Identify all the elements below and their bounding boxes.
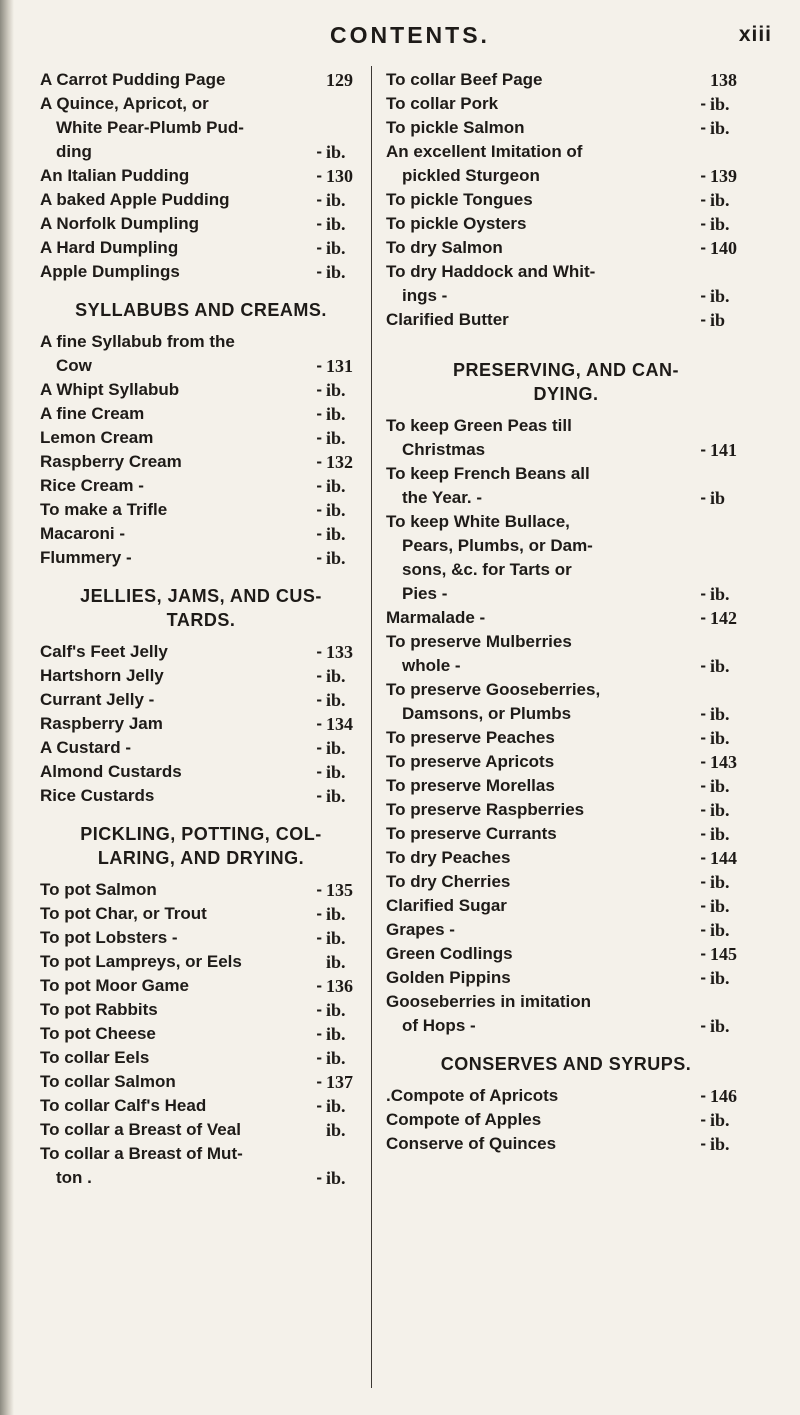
toc-entry bbox=[386, 798, 746, 822]
toc-entry bbox=[40, 1094, 362, 1118]
entry-page-ref: 145 bbox=[710, 944, 737, 964]
toc-entry bbox=[386, 942, 746, 966]
entry-text: To preserve Raspberries bbox=[386, 800, 585, 819]
leader-dash: - bbox=[700, 656, 706, 675]
leader-dash: - bbox=[316, 714, 322, 733]
leader-dash: - bbox=[316, 238, 322, 257]
entry-page-ref: ib. bbox=[710, 584, 730, 604]
toc-entry bbox=[40, 212, 362, 236]
entry-page-ref: 140 bbox=[710, 238, 737, 258]
entry-text: pickled Sturgeon bbox=[402, 166, 540, 185]
entry-text: To dry Peaches bbox=[386, 848, 511, 867]
entry-text: To preserve Peaches bbox=[386, 728, 555, 747]
leader-dash: - bbox=[700, 1086, 706, 1105]
toc-entry bbox=[40, 426, 362, 450]
entry-text: To keep French Beans all bbox=[386, 464, 590, 483]
entry-text: A Norfolk Dumpling bbox=[40, 214, 199, 233]
leader-dash: - bbox=[700, 310, 706, 329]
entry-page-ref: 133 bbox=[326, 642, 353, 662]
entry-page-ref: 142 bbox=[710, 608, 737, 628]
entry-page-ref: ib. bbox=[326, 262, 346, 282]
toc-entry bbox=[40, 164, 362, 188]
toc-entry bbox=[386, 1084, 746, 1108]
entry-page-ref: 135 bbox=[326, 880, 353, 900]
entry-page-ref: ib. bbox=[710, 94, 730, 114]
entry-text: Compote of Apples bbox=[386, 1110, 542, 1129]
entry-text: Apple Dumplings bbox=[40, 262, 180, 281]
entry-page-ref: ib. bbox=[710, 896, 730, 916]
toc-entry bbox=[386, 678, 746, 726]
left-group-1 bbox=[40, 68, 362, 284]
entry-page-ref: ib. bbox=[326, 786, 346, 806]
toc-entry bbox=[386, 606, 746, 630]
entry-page-ref: ib. bbox=[326, 428, 346, 448]
entry-page-ref: ib. bbox=[326, 762, 346, 782]
entry-text: An excellent Imitation of bbox=[386, 142, 583, 161]
leader-dash: - bbox=[700, 848, 706, 867]
section-heading-pickling bbox=[40, 822, 362, 870]
entry-text: Rice Custards bbox=[40, 786, 155, 805]
leader-dash: - bbox=[700, 94, 706, 113]
entry-text: Rice Cream - bbox=[40, 476, 144, 495]
toc-entry bbox=[40, 998, 362, 1022]
leader-dash: - bbox=[700, 1016, 706, 1035]
entry-text: To dry Cherries bbox=[386, 872, 511, 891]
section-heading-preserving bbox=[386, 358, 746, 406]
entry-text: An Italian Pudding bbox=[40, 166, 190, 185]
toc-entry bbox=[386, 870, 746, 894]
entry-page-ref: 134 bbox=[326, 714, 353, 734]
toc-entry bbox=[40, 474, 362, 498]
toc-entry bbox=[40, 784, 362, 808]
entry-page-ref: ib. bbox=[326, 380, 346, 400]
entry-page-ref: ib. bbox=[710, 118, 730, 138]
toc-entry bbox=[386, 140, 746, 188]
entry-page-ref: 132 bbox=[326, 452, 353, 472]
entry-text: Golden Pippins bbox=[386, 968, 511, 987]
toc-entry bbox=[40, 522, 362, 546]
entry-text: Green Codlings bbox=[386, 944, 513, 963]
right-column bbox=[386, 68, 746, 1156]
entry-text: To collar a Breast of Veal bbox=[40, 1120, 241, 1139]
entry-page-ref: ib. bbox=[326, 142, 346, 162]
entry-text: A Hard Dumpling bbox=[40, 238, 179, 257]
entry-page-ref: ib. bbox=[326, 738, 346, 758]
entry-page-ref: ib. bbox=[710, 968, 730, 988]
toc-entry bbox=[40, 1118, 362, 1142]
entry-page-ref: 144 bbox=[710, 848, 737, 868]
toc-entry bbox=[40, 1022, 362, 1046]
entry-text: ding bbox=[56, 142, 92, 161]
leader-dash: - bbox=[700, 440, 706, 459]
entry-page-ref: ib. bbox=[326, 1048, 346, 1068]
entry-text: To pot Rabbits bbox=[40, 1000, 158, 1019]
entry-page-ref: ib. bbox=[326, 1000, 346, 1020]
toc-entry bbox=[386, 414, 746, 462]
entry-page-ref: ib. bbox=[710, 872, 730, 892]
leader-dash: - bbox=[700, 872, 706, 891]
leader-dash: - bbox=[700, 1134, 706, 1153]
left-group-2 bbox=[40, 330, 362, 570]
entry-page-ref: ib. bbox=[326, 1024, 346, 1044]
left-column bbox=[40, 68, 362, 1190]
leader-dash: - bbox=[700, 800, 706, 819]
entry-page-ref: ib. bbox=[710, 1016, 730, 1036]
toc-entry bbox=[40, 1070, 362, 1094]
right-group-1 bbox=[386, 68, 746, 332]
toc-entry bbox=[40, 878, 362, 902]
entry-page-ref: ib. bbox=[710, 1110, 730, 1130]
entry-page-ref: 146 bbox=[710, 1086, 737, 1106]
toc-entry bbox=[386, 1132, 746, 1156]
toc-entry bbox=[40, 926, 362, 950]
leader-dash: - bbox=[316, 1096, 322, 1115]
entry-text: To pot Lampreys, or Eels bbox=[40, 952, 242, 971]
leader-dash: - bbox=[316, 1072, 322, 1091]
entry-text: To keep Green Peas till bbox=[386, 416, 572, 435]
section-heading-syllabubs bbox=[40, 298, 362, 322]
toc-entry bbox=[40, 664, 362, 688]
entry-page-ref: ib. bbox=[326, 1096, 346, 1116]
leader-dash: - bbox=[700, 584, 706, 603]
toc-entry bbox=[40, 950, 362, 974]
leader-dash: - bbox=[700, 824, 706, 843]
entry-page-ref: ib. bbox=[326, 666, 346, 686]
entry-page-ref: 136 bbox=[326, 976, 353, 996]
leader-dash: - bbox=[316, 880, 322, 899]
toc-entry bbox=[40, 640, 362, 664]
entry-text: To keep White Bullace, bbox=[386, 512, 570, 531]
entry-text: Raspberry Cream bbox=[40, 452, 182, 471]
entry-text: To pickle Tongues bbox=[386, 190, 533, 209]
leader-dash: - bbox=[700, 728, 706, 747]
entry-page-ref: ib. bbox=[326, 238, 346, 258]
entry-text: To pickle Salmon bbox=[386, 118, 525, 137]
entry-page-ref: ib. bbox=[326, 190, 346, 210]
entry-page-ref: 138 bbox=[710, 70, 737, 90]
section-heading-line: JELLIES, JAMS, AND CUS- bbox=[80, 586, 322, 606]
entry-text: the Year. - bbox=[402, 488, 483, 507]
entry-page-ref: ib. bbox=[710, 1134, 730, 1154]
entry-page-ref: ib. bbox=[326, 952, 346, 972]
toc-entry bbox=[40, 974, 362, 998]
leader-dash: - bbox=[700, 118, 706, 137]
entry-text: ings - bbox=[402, 286, 448, 305]
toc-entry bbox=[386, 260, 746, 308]
entry-text: To preserve Morellas bbox=[386, 776, 555, 795]
page-header bbox=[30, 22, 790, 56]
entry-text: Currant Jelly - bbox=[40, 690, 155, 709]
entry-text: White Pear-Plumb Pud- bbox=[56, 118, 244, 137]
entry-page-ref: ib. bbox=[326, 214, 346, 234]
entry-text: To make a Trifle bbox=[40, 500, 168, 519]
entry-page-ref: ib bbox=[710, 310, 726, 330]
entry-text: Macaroni - bbox=[40, 524, 126, 543]
leader-dash: - bbox=[700, 920, 706, 939]
leader-dash: - bbox=[316, 404, 322, 423]
entry-text: Cow bbox=[56, 356, 92, 375]
entry-text: To pot Moor Game bbox=[40, 976, 189, 995]
entry-page-ref: ib. bbox=[326, 500, 346, 520]
leader-dash: - bbox=[700, 488, 706, 507]
entry-page-ref: 130 bbox=[326, 166, 353, 186]
left-group-3 bbox=[40, 640, 362, 808]
toc-entry bbox=[40, 188, 362, 212]
entry-page-ref: ib. bbox=[326, 904, 346, 924]
entry-text: To preserve Apricots bbox=[386, 752, 555, 771]
leader-dash: - bbox=[316, 142, 322, 161]
leader-dash: - bbox=[316, 690, 322, 709]
entry-page-ref: ib. bbox=[326, 548, 346, 568]
leader-dash: - bbox=[316, 1024, 322, 1043]
toc-entry bbox=[40, 712, 362, 736]
toc-entry bbox=[386, 236, 746, 260]
leader-dash: - bbox=[316, 524, 322, 543]
toc-entry bbox=[386, 212, 746, 236]
toc-entry bbox=[40, 546, 362, 570]
right-group-3 bbox=[386, 1084, 746, 1156]
page-number: xiii bbox=[738, 23, 772, 46]
leader-dash: - bbox=[316, 380, 322, 399]
entry-text: To preserve Mulberries bbox=[386, 632, 572, 651]
toc-entry bbox=[386, 308, 746, 332]
toc-entry bbox=[40, 736, 362, 760]
entry-text: of Hops - bbox=[402, 1016, 476, 1035]
entry-page-ref: 139 bbox=[710, 166, 737, 186]
entry-text: To dry Haddock and Whit- bbox=[386, 262, 596, 281]
toc-entry bbox=[386, 750, 746, 774]
entry-page-ref: ib. bbox=[710, 214, 730, 234]
entry-page-ref: ib. bbox=[710, 800, 730, 820]
section-heading-jellies bbox=[40, 584, 362, 632]
entry-page-ref: ib. bbox=[326, 690, 346, 710]
entry-page-ref: ib. bbox=[326, 404, 346, 424]
leader-dash: - bbox=[316, 786, 322, 805]
entry-text: To collar Beef Page bbox=[386, 70, 543, 89]
entry-page-ref: ib. bbox=[326, 524, 346, 544]
toc-entry bbox=[386, 894, 746, 918]
entry-text: Marmalade - bbox=[386, 608, 486, 627]
section-heading-line: TARDS. bbox=[166, 610, 236, 630]
entry-text: A fine Syllabub from the bbox=[40, 332, 235, 351]
toc-entry bbox=[386, 990, 746, 1038]
entry-text: Damsons, or Plumbs bbox=[402, 704, 572, 723]
section-heading-line: LARING, AND DRYING. bbox=[97, 848, 305, 868]
entry-page-ref: ib. bbox=[326, 1120, 346, 1140]
leader-dash: - bbox=[316, 166, 322, 185]
toc-entry bbox=[40, 378, 362, 402]
entry-text: To dry Salmon bbox=[386, 238, 503, 257]
entry-page-ref: 129 bbox=[326, 70, 353, 90]
entry-page-ref: ib. bbox=[710, 824, 730, 844]
entry-text: A Whipt Syllabub bbox=[40, 380, 180, 399]
leader-dash: - bbox=[316, 976, 322, 995]
entry-text: Grapes - bbox=[386, 920, 455, 939]
leader-dash: - bbox=[700, 752, 706, 771]
toc-entry bbox=[386, 116, 746, 140]
entry-page-ref: ib. bbox=[710, 656, 730, 676]
right-group-2 bbox=[386, 414, 746, 1038]
entry-text: A fine Cream bbox=[40, 404, 145, 423]
entry-page-ref: ib. bbox=[710, 190, 730, 210]
entry-text: sons, &c. for Tarts or bbox=[402, 560, 572, 579]
toc-entry bbox=[40, 260, 362, 284]
toc-entry bbox=[386, 918, 746, 942]
leader-dash: - bbox=[700, 704, 706, 723]
entry-text: Hartshorn Jelly bbox=[40, 666, 164, 685]
toc-entry bbox=[386, 92, 746, 116]
toc-entry bbox=[40, 760, 362, 784]
leader-dash: - bbox=[316, 738, 322, 757]
leader-dash: - bbox=[316, 476, 322, 495]
leader-dash: - bbox=[316, 548, 322, 567]
entry-text: Pies - bbox=[402, 584, 448, 603]
toc-entry bbox=[40, 902, 362, 926]
running-title: CONTENTS. bbox=[330, 22, 490, 48]
toc-entry bbox=[386, 188, 746, 212]
section-heading-line: DYING. bbox=[533, 384, 599, 404]
leader-dash: - bbox=[316, 666, 322, 685]
entry-text: To collar Eels bbox=[40, 1048, 150, 1067]
leader-dash: - bbox=[316, 190, 322, 209]
toc-entry bbox=[40, 1046, 362, 1070]
entry-text: To collar Pork bbox=[386, 94, 499, 113]
entry-text: Flummery - bbox=[40, 548, 132, 567]
leader-dash: - bbox=[316, 1000, 322, 1019]
entry-text: ton . bbox=[56, 1168, 92, 1187]
toc-entry bbox=[386, 726, 746, 750]
section-heading-line: PRESERVING, AND CAN- bbox=[452, 360, 680, 380]
entry-text: Raspberry Jam bbox=[40, 714, 163, 733]
leader-dash: - bbox=[700, 968, 706, 987]
entry-text: A baked Apple Pudding bbox=[40, 190, 230, 209]
section-heading-conserves bbox=[386, 1052, 746, 1076]
entry-text: Christmas bbox=[402, 440, 486, 459]
entry-text: To collar a Breast of Mut- bbox=[40, 1144, 243, 1163]
toc-entry bbox=[386, 846, 746, 870]
entry-text: A Carrot Pudding Page bbox=[40, 70, 226, 89]
leader-dash: - bbox=[700, 166, 706, 185]
entry-text: To collar Salmon bbox=[40, 1072, 176, 1091]
entry-text: .Compote of Apricots bbox=[386, 1086, 559, 1105]
leader-dash: - bbox=[316, 500, 322, 519]
entry-text: Clarified Butter bbox=[386, 310, 509, 329]
section-heading-line: PICKLING, POTTING, COL- bbox=[80, 824, 322, 844]
entry-text: Lemon Cream bbox=[40, 428, 154, 447]
entry-page-ref: ib bbox=[710, 488, 726, 508]
toc-entry bbox=[386, 774, 746, 798]
leader-dash: - bbox=[316, 214, 322, 233]
entry-text: To preserve Gooseberries, bbox=[386, 680, 601, 699]
leader-dash: - bbox=[700, 776, 706, 795]
entry-text: Almond Custards bbox=[40, 762, 182, 781]
entry-text: To pot Salmon bbox=[40, 880, 157, 899]
entry-page-ref: ib. bbox=[326, 928, 346, 948]
toc-entry bbox=[40, 236, 362, 260]
toc-entry bbox=[40, 402, 362, 426]
leader-dash: - bbox=[316, 762, 322, 781]
toc-entry bbox=[386, 68, 746, 92]
toc-entry bbox=[386, 1108, 746, 1132]
entry-page-ref: ib. bbox=[326, 476, 346, 496]
leader-dash: - bbox=[316, 1168, 322, 1187]
leader-dash: - bbox=[700, 286, 706, 305]
entry-text: A Quince, Apricot, or bbox=[40, 94, 209, 113]
entry-text: whole - bbox=[402, 656, 461, 675]
toc-entry bbox=[386, 822, 746, 846]
toc-entry bbox=[40, 68, 362, 92]
toc-entry bbox=[40, 92, 362, 164]
toc-entry bbox=[40, 450, 362, 474]
entry-page-ref: 137 bbox=[326, 1072, 353, 1092]
entry-text: To pot Lobsters - bbox=[40, 928, 178, 947]
leader-dash: - bbox=[700, 190, 706, 209]
entry-text: Calf's Feet Jelly bbox=[40, 642, 168, 661]
leader-dash: - bbox=[316, 904, 322, 923]
left-group-4 bbox=[40, 878, 362, 1190]
entry-page-ref: ib. bbox=[326, 1168, 346, 1188]
entry-page-ref: 141 bbox=[710, 440, 737, 460]
entry-text: To pot Char, or Trout bbox=[40, 904, 207, 923]
entry-text: Gooseberries in imitation bbox=[386, 992, 591, 1011]
entry-page-ref: ib. bbox=[710, 286, 730, 306]
entry-page-ref: ib. bbox=[710, 920, 730, 940]
entry-text: Conserve of Quinces bbox=[386, 1134, 557, 1153]
toc-entry bbox=[386, 966, 746, 990]
leader-dash: - bbox=[700, 238, 706, 257]
leader-dash: - bbox=[316, 928, 322, 947]
entry-text: Clarified Sugar bbox=[386, 896, 507, 915]
column-divider bbox=[371, 66, 372, 1388]
section-heading-line: SYLLABUBS AND CREAMS. bbox=[75, 300, 327, 320]
leader-dash: - bbox=[700, 214, 706, 233]
leader-dash: - bbox=[700, 944, 706, 963]
leader-dash: - bbox=[316, 642, 322, 661]
toc-entry bbox=[40, 330, 362, 378]
toc-entry bbox=[40, 1142, 362, 1190]
entry-page-ref: ib. bbox=[710, 776, 730, 796]
entry-page-ref: 131 bbox=[326, 356, 353, 376]
toc-entry bbox=[386, 462, 746, 510]
leader-dash: - bbox=[316, 356, 322, 375]
leader-dash: - bbox=[700, 1110, 706, 1129]
leader-dash: - bbox=[316, 1048, 322, 1067]
toc-entry bbox=[386, 630, 746, 678]
entry-text: To pickle Oysters bbox=[386, 214, 527, 233]
section-heading-line: CONSERVES AND SYRUPS. bbox=[440, 1054, 692, 1074]
toc-entry bbox=[40, 688, 362, 712]
toc-entry bbox=[386, 510, 746, 606]
leader-dash: - bbox=[700, 896, 706, 915]
entry-page-ref: ib. bbox=[710, 728, 730, 748]
toc-entry bbox=[40, 498, 362, 522]
leader-dash: - bbox=[316, 428, 322, 447]
leader-dash: - bbox=[316, 262, 322, 281]
leader-dash: - bbox=[316, 452, 322, 471]
entry-page-ref: ib. bbox=[710, 704, 730, 724]
entry-text: To pot Cheese bbox=[40, 1024, 156, 1043]
entry-text: To collar Calf's Head bbox=[40, 1096, 207, 1115]
entry-page-ref: 143 bbox=[710, 752, 737, 772]
page-binding-edge bbox=[0, 0, 14, 1415]
entry-text: Pears, Plumbs, or Dam- bbox=[402, 536, 593, 555]
entry-text: To preserve Currants bbox=[386, 824, 557, 843]
leader-dash: - bbox=[700, 608, 706, 627]
entry-text: A Custard - bbox=[40, 738, 131, 757]
